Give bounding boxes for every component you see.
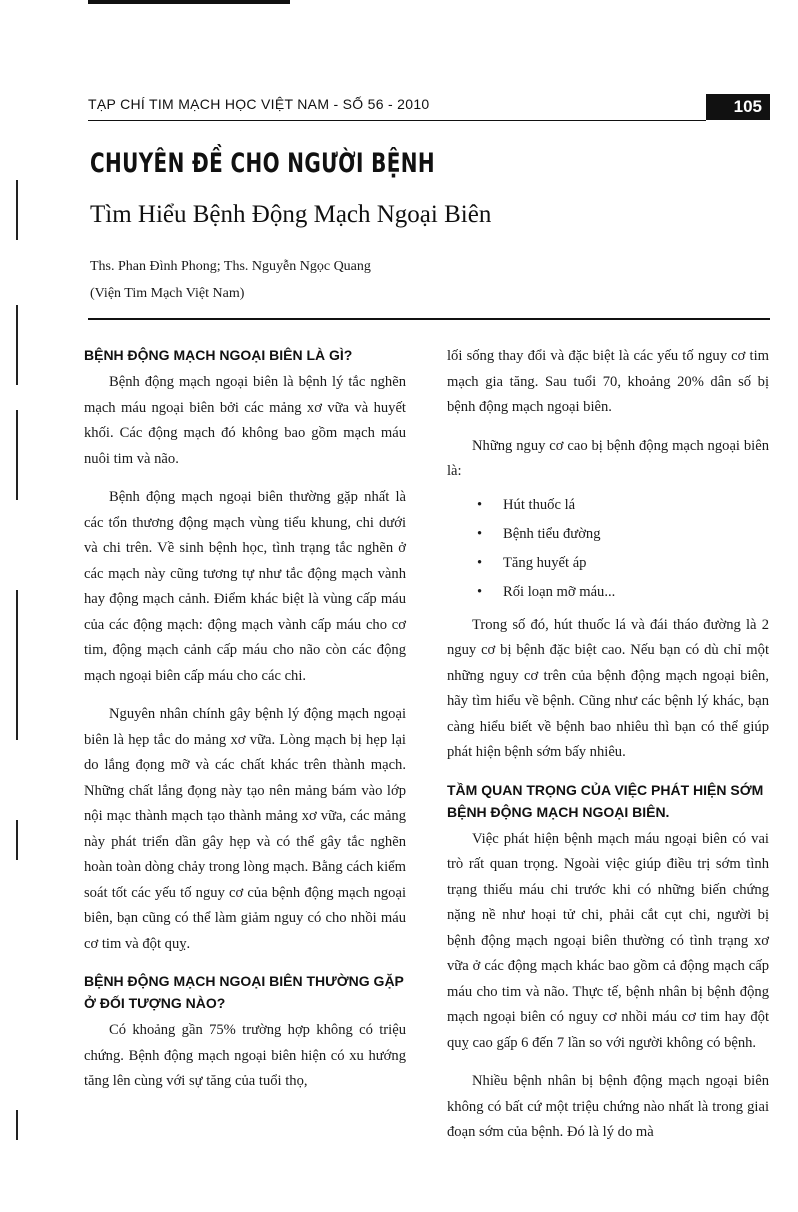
list-item: • Bệnh tiểu đường xyxy=(447,520,769,549)
article-title: Tìm Hiểu Bệnh Động Mạch Ngoại Biên xyxy=(90,201,492,228)
affiliation: (Viện Tim Mạch Việt Nam) xyxy=(90,286,245,301)
bullet: • xyxy=(477,554,483,571)
margin-bar xyxy=(16,590,18,740)
title-rule xyxy=(88,318,770,320)
paragraph: Bệnh động mạch ngoại biên là bệnh lý tắc nghẽn mạch máu ngoại biên bởi các mảng xơ vữa và huyết khối. Các động mạch đó không bao gồm mạch máu nuôi tim và não. xyxy=(84,374,406,467)
risk-list xyxy=(447,491,769,607)
column-right xyxy=(447,344,769,1159)
paragraph: Nhiều bệnh nhân bị bệnh động mạch ngoại biên không có bất cứ một triệu chứng nào nhất là trong giai đoạn sớm của bệnh. Đó là lý do mà xyxy=(447,1073,769,1140)
margin-bar xyxy=(16,305,18,385)
margin-bar xyxy=(16,180,18,240)
paragraph: Việc phát hiện bệnh mạch máu ngoại biên có vai trò rất quan trọng. Ngoài việc giúp điều trị sớm tình trạng thiếu máu chi trước khi có những biến chứng nặng nề như hoại tử chi, phải cắt cụt chi, người bị bệnh động mạch ngoại biên thường có tình trạng xơ vữa ở các động mạch khác bao gồm cả động mạch cấp máu cho tim và não. Thực tế, bệnh nhân bị bệnh động mạch ngoại biên có nguy cơ nhồi máu cơ tim hay đột quỵ cao gấp 6 đến 7 lần so với người không có bệnh. xyxy=(447,830,769,1051)
page-header xyxy=(88,94,770,122)
bullet: • xyxy=(477,525,483,542)
section-title: CHUYÊN ĐỀ CHO NGƯỜI BỆNH xyxy=(90,148,435,179)
margin-bar xyxy=(16,410,18,500)
paragraph: Bệnh động mạch ngoại biên thường gặp nhất là các tổn thương động mạch vùng tiểu khung, chi dưới và chi trên. Về sinh bệnh học, tình trạng tắc nghẽn ở các mạch này cũng tương tự như tắc động mạch vành hay động mạch cảnh. Điểm khác biệt là vùng cấp máu của các động mạch: động mạch vành cấp máu cho cơ tim, động mạch cảnh cấp máu cho não còn các động mạch ngoại biên cấp máu cho các chi. xyxy=(84,489,406,684)
paragraph: lối sống thay đổi và đặc biệt là các yếu tố nguy cơ tim mạch gia tăng. Sau tuổi 70, khoảng 20% dân số bị bệnh động mạch ngoại biên. xyxy=(447,348,769,415)
heading-who-affected: BỆNH ĐỘNG MẠCH NGOẠI BIÊN THƯỜNG GẶP Ở ĐỐI TƯỢNG NÀO? xyxy=(84,973,404,1011)
paragraph: Những nguy cơ cao bị bệnh động mạch ngoại biên là: xyxy=(447,437,769,479)
margin-bar xyxy=(16,820,18,860)
journal-title: TẠP CHÍ TIM MẠCH HỌC VIỆT NAM - SỐ 56 - 2010 xyxy=(88,96,430,112)
page-number: 105 xyxy=(706,94,770,120)
paragraph: Nguyên nhân chính gây bệnh lý động mạch ngoại biên là hẹp tắc do mảng xơ vữa. Lòng mạch bị hẹp lại do lắng đọng mỡ và các chất khác trên thành mạch. Những chất lắng đọng này tạo nên mảng bám vào lớp nội mạc thành mạch tạo thành mảng xơ vữa, các mảng này phát triển dần gây hẹp và có thể gây tắc nghẽn hoàn toàn dòng chảy trong lòng mạch. Bằng cách kiểm soát tốt các yếu tố nguy cơ của bệnh động mạch ngoại biên, bạn cũng có thể làm giảm nguy có cho nhồi máu cơ tim và đột quỵ. xyxy=(84,706,406,952)
margin-bar xyxy=(16,1110,18,1140)
column-left xyxy=(84,344,406,1108)
paragraph: Trong số đó, hút thuốc lá và đái tháo đường là 2 nguy cơ bị bệnh đặc biệt cao. Nếu bạn có dù chỉ một những nguy cơ trên của bệnh động mạch ngoại biên, hãy tìm hiểu về bệnh. Cũng như các bệnh lý khác, bạn càng hiểu biết về bệnh bao nhiêu thì bạn có thể giúp phát hiện bệnh sớm bấy nhiêu. xyxy=(447,616,769,760)
list-item: • Rối loạn mỡ máu... xyxy=(447,578,769,607)
bullet: • xyxy=(477,496,483,513)
bullet: • xyxy=(477,583,483,600)
header-rule xyxy=(88,120,706,121)
paragraph: Có khoảng gần 75% trường hợp không có triệu chứng. Bệnh động mạch ngoại biên hiện có xu hướng tăng lên cùng với sự tăng của tuổi thọ, xyxy=(84,1022,406,1089)
top-edge-bar xyxy=(88,0,290,4)
heading-importance: TẦM QUAN TRỌNG CỦA VIỆC PHÁT HIỆN SỚM BỆNH ĐỘNG MẠCH NGOẠI BIÊN. xyxy=(447,781,764,820)
previous-page-edge xyxy=(0,80,18,1160)
heading-what-is: BỆNH ĐỘNG MẠCH NGOẠI BIÊN LÀ GÌ? xyxy=(84,347,353,363)
list-item: • Tăng huyết áp xyxy=(447,549,769,578)
list-item: • Hút thuốc lá xyxy=(447,491,769,520)
authors: Ths. Phan Đình Phong; Ths. Nguyễn Ngọc Quang xyxy=(90,259,371,274)
